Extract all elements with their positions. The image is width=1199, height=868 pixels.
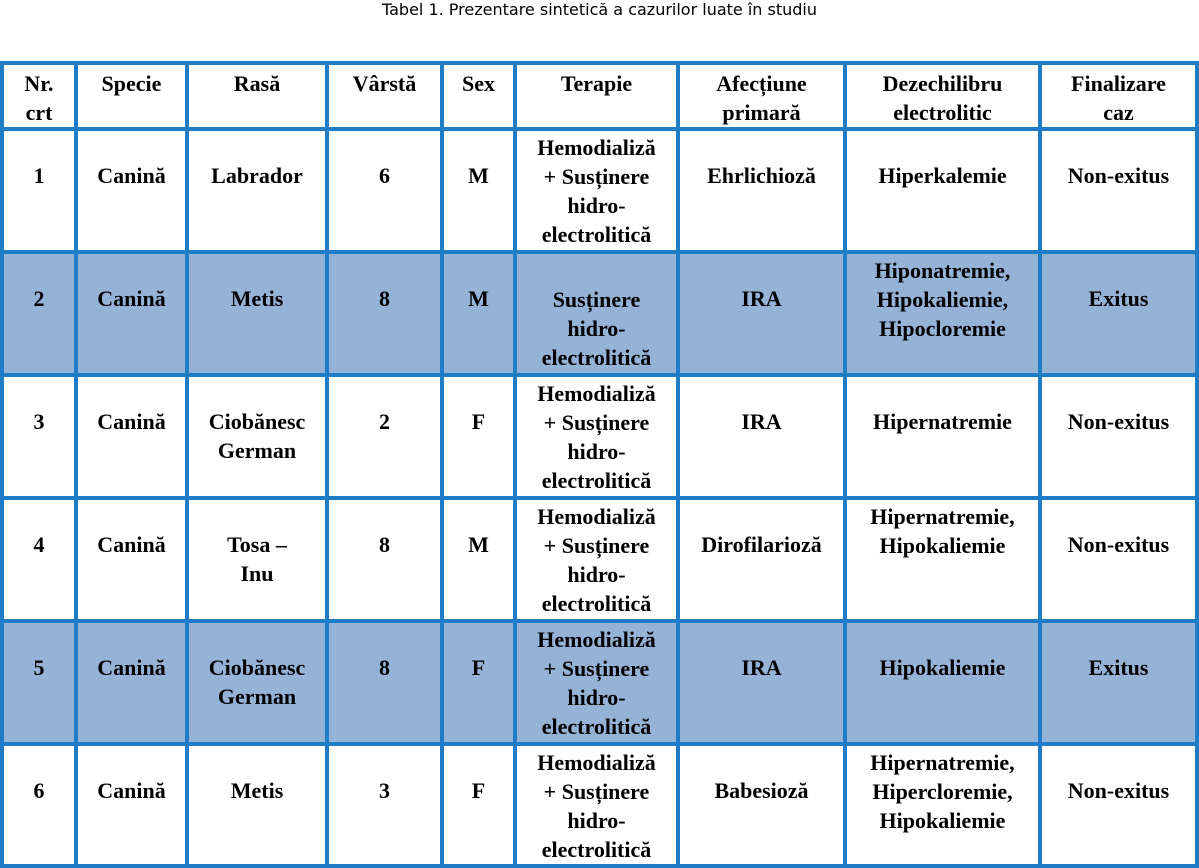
- table-row: [0, 496, 1199, 619]
- cell-dezechilibru-line: Hipernatremie,: [870, 750, 1015, 775]
- cell-rasa-line: Metis: [230, 778, 284, 803]
- cell-terapie-line: electrolitică: [541, 345, 652, 370]
- cell-nr: 6: [0, 742, 74, 868]
- cell-terapie-line: Hemodializă: [537, 135, 656, 160]
- cell-sex: F: [440, 742, 513, 868]
- cell-terapie-line: electrolitică: [541, 837, 652, 862]
- cell-varsta: 8: [325, 250, 440, 373]
- cell-dezechilibru-line: Hiperkalemie: [878, 163, 1007, 188]
- cell-nr: 2: [0, 250, 74, 373]
- cell-terapie-line: + Susținere: [543, 656, 650, 681]
- cell-rasa-line: Inu: [240, 561, 274, 586]
- cases-table: [0, 61, 1199, 868]
- table-caption: Tabel 1. Prezentare sintetică a cazurilor luate în studiu: [381, 0, 818, 19]
- cell-dezechilibru-line: Hipokaliemie: [879, 533, 1006, 558]
- cell-dezechilibru: [843, 496, 1038, 619]
- header-afectiune: Afecțiune primară: [676, 61, 843, 127]
- cell-terapie-line: + Susținere: [543, 410, 650, 435]
- cell-varsta: 2: [325, 373, 440, 496]
- cell-dezechilibru: [843, 373, 1038, 496]
- cell-dezechilibru-line: Hipokaliemie: [879, 808, 1006, 833]
- header-specie: Specie: [74, 61, 185, 127]
- cell-finalizare: Exitus: [1038, 250, 1199, 373]
- cell-dezechilibru: [843, 742, 1038, 868]
- cell-afectiune: Dirofilarioză: [676, 496, 843, 619]
- cell-varsta: 6: [325, 127, 440, 250]
- cell-terapie-line: electrolitică: [541, 714, 652, 739]
- table-row: [0, 127, 1199, 250]
- cell-dezechilibru-line: Hipercloremie,: [872, 779, 1013, 804]
- table-row: [0, 619, 1199, 742]
- cell-terapie-line: + Susținere: [543, 533, 650, 558]
- cell-rasa: [185, 127, 325, 250]
- cell-dezechilibru-line: Hipernatremie: [873, 409, 1012, 434]
- cell-terapie-line: electrolitică: [541, 591, 652, 616]
- cell-terapie-line: Hemodializă: [537, 504, 656, 529]
- cell-terapie: [513, 619, 676, 742]
- cell-varsta: 3: [325, 742, 440, 868]
- cell-terapie-line: + Susținere: [543, 164, 650, 189]
- cell-rasa-line: Metis: [230, 286, 284, 311]
- cell-sex: F: [440, 373, 513, 496]
- cell-nr: 1: [0, 127, 74, 250]
- cell-terapie-line: [521, 256, 672, 285]
- cell-rasa-line: German: [217, 684, 297, 709]
- cell-finalizare: Non-exitus: [1038, 742, 1199, 868]
- header-terapie: Terapie: [513, 61, 676, 127]
- cell-dezechilibru: [843, 619, 1038, 742]
- cell-rasa-line: Ciobănesc: [208, 655, 306, 680]
- cell-finalizare: Exitus: [1038, 619, 1199, 742]
- cell-rasa-line: Ciobănesc: [208, 409, 306, 434]
- cell-afectiune: IRA: [676, 373, 843, 496]
- cell-terapie: [513, 496, 676, 619]
- cell-rasa: [185, 619, 325, 742]
- cell-sex: M: [440, 127, 513, 250]
- cell-sex: M: [440, 250, 513, 373]
- header-row: [0, 61, 1199, 127]
- cell-terapie-line: Hemodializă: [537, 627, 656, 652]
- header-sex: Sex: [440, 61, 513, 127]
- cell-terapie-line: Hemodializă: [537, 750, 656, 775]
- cell-afectiune: Babesioză: [676, 742, 843, 868]
- cell-afectiune: IRA: [676, 619, 843, 742]
- cell-rasa: [185, 373, 325, 496]
- cell-terapie-line: Hemodializă: [537, 381, 656, 406]
- cell-terapie-line: hidro-: [567, 808, 626, 833]
- cell-rasa-line: German: [217, 438, 297, 463]
- cell-specie: Canină: [74, 619, 185, 742]
- cell-terapie-line: hidro-: [567, 685, 626, 710]
- cell-terapie-line: hidro-: [567, 562, 626, 587]
- cell-nr: 4: [0, 496, 74, 619]
- cell-nr: 3: [0, 373, 74, 496]
- cell-nr: 5: [0, 619, 74, 742]
- header-varsta: Vârstă: [325, 61, 440, 127]
- cell-dezechilibru-line: Hipokaliemie,: [876, 287, 1009, 312]
- header-nr: Nr. crt: [0, 61, 74, 127]
- cell-terapie-line: electrolitică: [541, 468, 652, 493]
- cell-dezechilibru-line: Hipernatremie,: [870, 504, 1015, 529]
- cell-terapie: [513, 373, 676, 496]
- cell-dezechilibru: [843, 127, 1038, 250]
- header-rasa: Rasă: [185, 61, 325, 127]
- header-finalizare: Finalizare caz: [1038, 61, 1199, 127]
- cell-terapie-line: hidro-: [567, 193, 626, 218]
- cell-dezechilibru-line: Hipocloremie: [879, 316, 1006, 341]
- cell-terapie-line: + Susținere: [543, 779, 650, 804]
- cell-dezechilibru-line: Hipokaliemie: [879, 655, 1006, 680]
- cell-rasa: [185, 250, 325, 373]
- cell-rasa: [185, 496, 325, 619]
- table-row: [0, 742, 1199, 868]
- cell-terapie-line: electrolitică: [541, 222, 652, 247]
- cell-specie: Canină: [74, 496, 185, 619]
- cell-afectiune: IRA: [676, 250, 843, 373]
- cell-rasa: [185, 742, 325, 868]
- cell-dezechilibru: [843, 250, 1038, 373]
- cell-terapie-line: hidro-: [567, 316, 626, 341]
- cell-terapie-line: Susținere: [552, 287, 641, 312]
- cell-specie: Canină: [74, 250, 185, 373]
- table-row: [0, 373, 1199, 496]
- cell-terapie: [513, 250, 676, 373]
- cell-terapie: [513, 127, 676, 250]
- cell-specie: Canină: [74, 742, 185, 868]
- cell-sex: M: [440, 496, 513, 619]
- cell-specie: Canină: [74, 127, 185, 250]
- cell-varsta: 8: [325, 619, 440, 742]
- cell-finalizare: Non-exitus: [1038, 496, 1199, 619]
- cell-dezechilibru-line: Hiponatremie,: [874, 258, 1011, 283]
- cell-specie: Canină: [74, 373, 185, 496]
- cell-rasa-line: Tosa –: [227, 532, 287, 557]
- cell-terapie-line: hidro-: [567, 439, 626, 464]
- cell-afectiune: Ehrlichioză: [676, 127, 843, 250]
- cell-sex: F: [440, 619, 513, 742]
- table-row: [0, 250, 1199, 373]
- header-dezechilibru: Dezechilibru electrolitic: [843, 61, 1038, 127]
- cell-terapie: [513, 742, 676, 868]
- cell-finalizare: Non-exitus: [1038, 373, 1199, 496]
- cell-varsta: 8: [325, 496, 440, 619]
- cell-rasa-line: Labrador: [211, 163, 303, 188]
- cell-finalizare: Non-exitus: [1038, 127, 1199, 250]
